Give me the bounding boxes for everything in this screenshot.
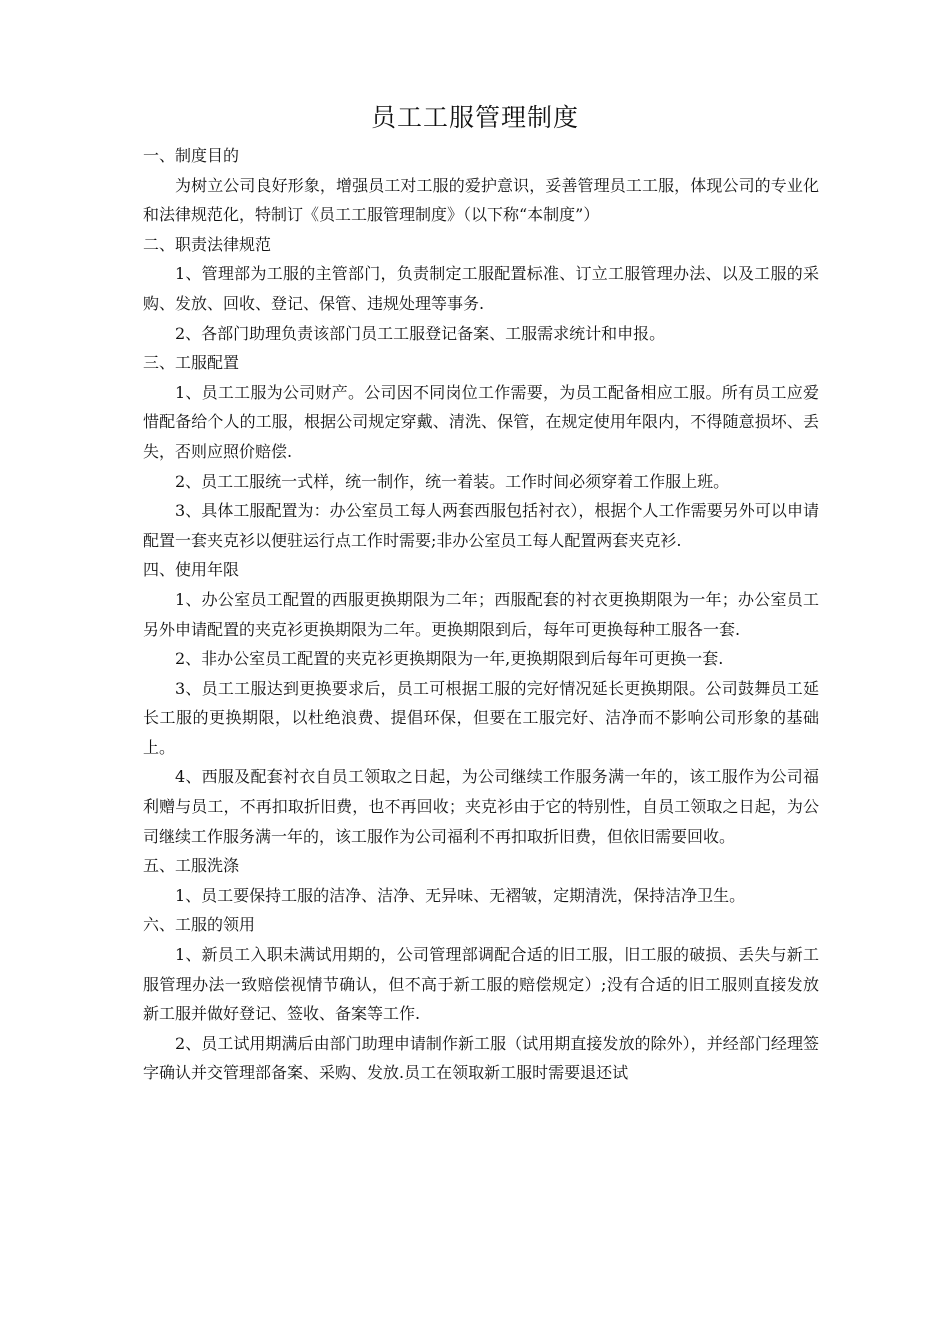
document-body [143, 141, 819, 1088]
paragraph: 3、具体工服配置为：办公室员工每人两套西服包括衬衣），根据个人工作需要另外可以申请配置一套夹克衫以便驻运行点工作时需要;非办公室员工每人配置两套夹克衫. [143, 501, 819, 550]
section-heading: 二、职责法律规范 [143, 234, 272, 254]
paragraph: 2、各部门助理负责该部门员工工服登记备案、工服需求统计和申报。 [175, 323, 666, 343]
section-heading: 四、使用年限 [143, 560, 240, 580]
section-heading: 三、工服配置 [143, 353, 240, 373]
paragraph: 1、新员工入职未满试用期的，公司管理部调配合适的旧工服，旧工服的破损、丢失与新工服管理办法一致赔偿视情节确认，但不高于新工服的赔偿规定）;没有合适的旧工服则直接发放新工服并做好登记、签收、备案等工作. [143, 945, 819, 1024]
paragraph: 1、员工要保持工服的洁净、洁净、无异味、无褶皱，定期清洗，保持洁净卫生。 [175, 885, 746, 905]
section-heading: 一、制度目的 [143, 146, 240, 165]
paragraph: 1、办公室员工配置的西服更换期限为二年；西服配套的衬衣更换期限为一年；办公室员工另外申请配置的夹克衫更换期限为二年。更换期限到后，每年可更换每种工服各一套. [143, 589, 819, 639]
paragraph: 4、西服及配套衬衣自员工领取之日起，为公司继续工作服务满一年的，该工服作为公司福利赠与员工，不再扣取折旧费，也不再回收；夹克衫由于它的特别性，自员工领取之日起，为公司继续工作服务满一年的，该工服作为公司福利不再扣取折旧费，但依旧需要回收。 [143, 767, 819, 846]
paragraph: 2、非办公室员工配置的夹克衫更换期限为一年,更换期限到后每年可更换一套. [175, 649, 724, 669]
paragraph: 3、员工工服达到更换要求后，员工可根据工服的完好情况延长更换期限。公司鼓舞员工延长工服的更换期限，以杜绝浪费、提倡环保，但要在工服完好、洁净而不影响公司形象的基础上。 [143, 678, 819, 757]
paragraph: 2、员工工服统一式样，统一制作，统一着装。工作时间必须穿着工作服上班。 [175, 471, 730, 491]
paragraph: 1、管理部为工服的主管部门，负责制定工服配置标准、订立工服管理办法、以及工服的采购、发放、回收、登记、保管、违规处理等事务. [143, 264, 819, 313]
paragraph: 为树立公司良好形象，增强员工对工服的爱护意识，妥善管理员工工服，体现公司的专业化和法律规范化，特制订《员工工服管理制度》（以下称“本制度”） [143, 175, 819, 225]
document-title: 员工工服管理制度 [370, 103, 579, 132]
paragraph: 2、员工试用期满后由部门助理申请制作新工服（试用期直接发放的除外），并经部门经理签字确认并交管理部备案、采购、发放.员工在领取新工服时需要退还试 [143, 1033, 819, 1083]
paragraph: 1、员工工服为公司财产。公司因不同岗位工作需要，为员工配备相应工服。所有员工应爱惜配备给个人的工服，根据公司规定穿戴、清洗、保管，在规定使用年限内，不得随意损坏、丢失，否则应照价赔偿. [143, 382, 819, 461]
section-heading: 五、工服洗涤 [143, 856, 240, 876]
section-heading: 六、工服的领用 [143, 915, 256, 935]
